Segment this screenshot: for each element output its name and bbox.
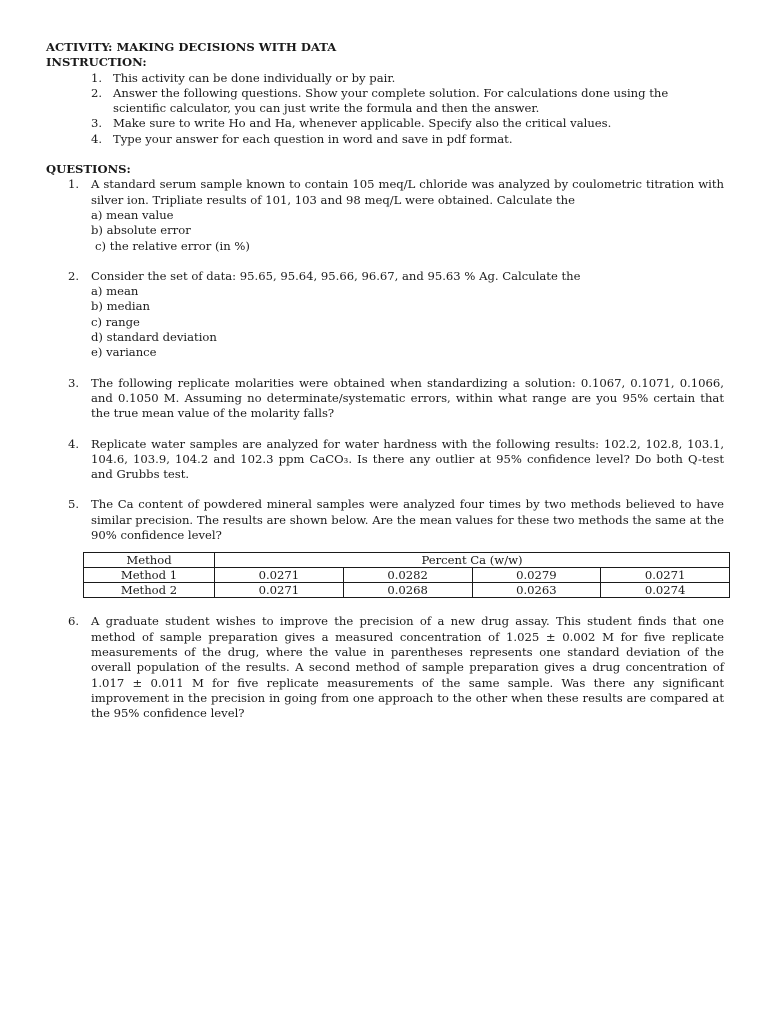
table-cell: 0.0279	[472, 568, 601, 583]
table-cell-method: Method 1	[84, 568, 215, 583]
table-cell: 0.0271	[215, 568, 344, 583]
subquestion: a) mean	[91, 284, 139, 299]
question-2: 2. Consider the set of data: 95.65, 95.64, 95.66, 96.67, and 95.63 % Ag. Calculate the a) mean b) median c) range d) standard deviation e) variance	[46, 269, 724, 361]
subquestion: c) range	[91, 314, 140, 329]
subquestion: d) standard deviation	[91, 330, 217, 345]
question-6: 6. A graduate student wishes to improve the precision of a new drug assay. This student finds that one method of sample preparation gives a measured concentration of 1.025 ± 0.002 M for five replicate measurements of the drug, where the value in parentheses represents one standard deviation of the overall population of the results. A second method of sample preparation gives a drug concentration of 1.017 ± 0.011 M for five replicate measurements of the same sample. Was there any significant improvement in the precision in going from one approach to the other when these results are compared at the 95% confidence level?	[68, 614, 724, 721]
table-header-method: Method	[84, 553, 215, 568]
calcium-data-table	[83, 552, 730, 598]
instruction-list	[46, 71, 724, 147]
subquestion: a) mean value	[91, 207, 174, 222]
activity-title: ACTIVITY: MAKING DECISIONS WITH DATA	[46, 40, 337, 54]
table-cell: 0.0282	[343, 568, 472, 583]
subquestion: b) median	[91, 299, 150, 314]
table-row	[84, 583, 730, 598]
question-5: 5. The Ca content of powdered mineral samples were analyzed four times by two methods believed to have similar precision. The results are shown below. Are the mean values for these two methods the same at the 90% confidence level?	[68, 497, 724, 543]
instruction-heading: INSTRUCTION:	[46, 55, 147, 70]
table-cell-method: Method 2	[84, 583, 215, 598]
table-cell: 0.0271	[601, 568, 730, 583]
table-cell: 0.0274	[601, 583, 730, 598]
subquestion: e) variance	[91, 345, 157, 360]
table-row	[84, 568, 730, 583]
instruction-item: 3. Make sure to write Ho and Ha, whenever applicable. Specify also the critical values.	[91, 116, 612, 131]
table-cell: 0.0263	[472, 583, 601, 598]
instruction-item: 1. This activity can be done individually or by pair.	[91, 70, 396, 85]
table-cell: 0.0271	[215, 583, 344, 598]
question-1: 1. A standard serum sample known to contain 105 meq/L chloride was analyzed by coulometric titration with silver ion. Tripliate results of 101, 103 and 98 meq/L were obtained. Calculate the a) mean value b) absolute error c) the relative error (in %)	[68, 177, 724, 253]
instruction-item: 4. Type your answer for each question in word and save in pdf format.	[91, 131, 513, 146]
subquestion: b) absolute error	[91, 223, 191, 238]
document-page	[46, 40, 724, 721]
subquestion: c) the relative error (in %)	[95, 238, 250, 253]
table-cell: 0.0268	[343, 583, 472, 598]
table-header-row	[84, 553, 730, 568]
question-3: 3. The following replicate molarities were obtained when standardizing a solution: 0.1067, 0.1071, 0.1066, and 0.1050 M. Assuming no determinate/systematic errors, within what range are you 95% certain that the true mean value of the molarity falls?	[68, 375, 724, 421]
question-4: 4. Replicate water samples are analyzed for water hardness with the following results: 102.2, 102.8, 103.1, 104.6, 103.9, 104.2 and 102.3 ppm CaCO₃. Is there any outlier at 95% confidence level? Do both Q-test and Grubbs test.	[68, 436, 724, 482]
instruction-item: 2. Answer the following questions. Show your complete solution. For calculations done using the scientific calculator, you can just write the formula and then the answer.	[91, 85, 669, 116]
questions-heading: QUESTIONS:	[46, 162, 131, 177]
table-header-values: Percent Ca (w/w)	[215, 553, 730, 568]
